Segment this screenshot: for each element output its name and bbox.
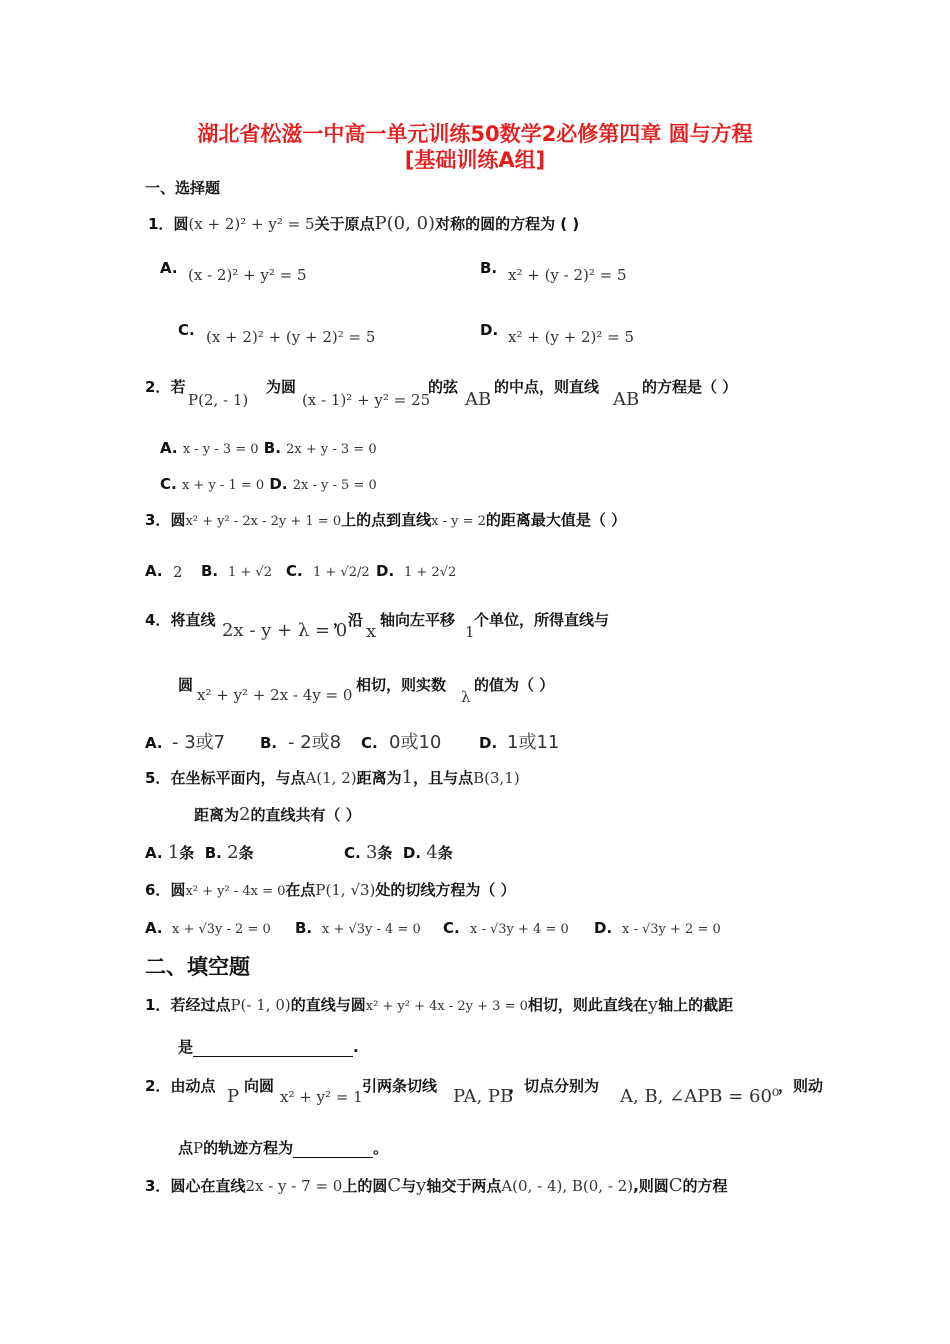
q3-option-b-label: B. (201, 562, 219, 580)
q1-option-a-label: A. (160, 259, 178, 277)
q6-option-c: x - √3y + 4 = 0 (470, 922, 569, 937)
q2-options-cd: C. x + y - 1 = 0 D. 2x - y - 5 = 0 (160, 475, 377, 493)
q5-options: A. 1条 B. 2条 (145, 842, 254, 863)
q1-option-b: x² + (y - 2)² = 5 (508, 266, 627, 284)
q1-option-a: (x - 2)² + y² = 5 (188, 266, 307, 284)
q4-option-a-label: A. (145, 734, 163, 752)
q4-text-3: 个单位，所得直线与 (474, 611, 610, 629)
section-choice: 一、选择题 (145, 179, 221, 197)
q1-option-c: (x + 2)² + (y + 2)² = 5 (206, 328, 376, 346)
f1-line-1: 1．若经过点P(- 1, 0)的直线与圆x² + y² + 4x - 2y + 3 = 0相切，则此直线在y轴上的截距 (145, 994, 734, 1015)
q4-num: 4．将直线 (145, 611, 216, 629)
q6-option-a-label: A. (145, 919, 163, 937)
q3-option-c: 1 + √2/2 (313, 565, 370, 580)
q4-option-d: 1或11 (507, 732, 560, 753)
q1-option-d-label: D. (480, 321, 499, 339)
q1-option-c-label: C. (178, 321, 195, 339)
q4-text-6: 的值为（ ） (474, 676, 555, 694)
q4-text-4: 圆 (178, 676, 194, 694)
q4-circle: x² + y² + 2x - 4y = 0 (197, 686, 353, 704)
f2-text-3: ，切点分别为 (509, 1077, 600, 1095)
q2-num: 2．若 (145, 378, 186, 396)
q5-line-1: 5．在坐标平面内，与点A(1, 2)距离为1，且与点B(3,1) (145, 767, 520, 788)
q2-text-3: 的中点，则直线 (494, 378, 600, 396)
q2-ab-1: AB (465, 389, 492, 410)
q3-option-a-label: A. (145, 562, 163, 580)
q6-stem: 6．圆x² + y² - 4x = 0在点P(1, √3)处的切线方程为（ ） (145, 881, 516, 899)
q2-point: P(2, - 1) (188, 391, 249, 409)
q2-text-4: 的方程是（ ） (642, 378, 738, 396)
f2-text-2: 引两条切线 (362, 1077, 438, 1095)
q4-option-b-label: B. (260, 734, 278, 752)
q2-text-1: 为圆 (266, 378, 297, 396)
q4-option-c-label: C. (361, 734, 378, 752)
f2-text-1: 向圆 (244, 1077, 275, 1095)
q3-stem: 3．圆x² + y² - 2x - 2y + 1 = 0上的点到直线x - y = 2的距离最大值是（ ） (145, 511, 627, 529)
f1-answer-blank[interactable] (193, 1038, 353, 1057)
q4-option-a: - 3或7 (172, 732, 226, 753)
q4-text-5: 相切，则实数 (356, 676, 447, 694)
f2-tangents: PA, PB (453, 1086, 514, 1107)
q2-circle: (x - 1)² + y² = 25 (302, 391, 431, 409)
f2-line-2: 点P的轨迹方程为 。 (178, 1139, 389, 1157)
q4-one: 1 (465, 623, 475, 641)
q4-text-1: ，沿 (333, 611, 364, 629)
q6-option-c-label: C. (443, 919, 460, 937)
f2-answer-blank[interactable] (293, 1139, 373, 1158)
q1-option-b-label: B. (480, 259, 498, 277)
q3-option-d-label: D. (376, 562, 395, 580)
q3-option-c-label: C. (286, 562, 303, 580)
q5-line-2: 距离为2的直线共有（ ） (194, 804, 361, 825)
q3-option-a: 2 (173, 563, 183, 581)
f2-text-4: ，则动 (778, 1077, 824, 1095)
q1-option-d: x² + (y + 2)² = 5 (508, 328, 635, 346)
title-line-1: 湖北省松滋一中高一单元训练50数学2必修第四章 圆与方程 (197, 122, 753, 146)
title-line-2: [基础训练A组] (404, 148, 546, 172)
q4-x: x (366, 621, 377, 642)
q4-option-d-label: D. (479, 734, 498, 752)
q6-option-d-label: D. (594, 919, 613, 937)
q4-text-2: 轴向左平移 (380, 611, 456, 629)
f2-p: P (227, 1086, 240, 1107)
q4-lambda: λ (461, 688, 471, 706)
q4-option-b: - 2或8 (288, 732, 342, 753)
q6-option-a: x + √3y - 2 = 0 (172, 922, 271, 937)
q3-option-b: 1 + √2 (228, 565, 272, 580)
q6-option-d: x - √3y + 2 = 0 (622, 922, 721, 937)
f2-angle: A, B, ∠APB = 60⁰ (620, 1086, 780, 1107)
f1-line-2: 是 . (178, 1038, 359, 1056)
q2-text-2: 的弦 (428, 378, 459, 396)
f3-stem: 3．圆心在直线2x - y - 7 = 0上的圆C与y轴交于两点A(0, - 4), B(0, - 2),则圆C的方程 (145, 1175, 728, 1196)
q5-options-cd: C. 3条 D. 4条 (344, 842, 453, 863)
f2-num: 2．由动点 (145, 1077, 216, 1095)
q1-stem: 1．圆(x + 2)² + y² = 5关于原点P(0, 0)对称的圆的方程为 ( ) (148, 213, 580, 234)
q4-option-c: 0或10 (389, 732, 442, 753)
q3-option-d: 1 + 2√2 (404, 565, 457, 580)
q2-options-ab: A. x - y - 3 = 0 B. 2x + y - 3 = 0 (160, 439, 377, 457)
q6-option-b: x + √3y - 4 = 0 (322, 922, 421, 937)
q4-line: 2x - y + λ = 0 (222, 620, 348, 641)
section-fill: 二、填空题 (145, 955, 250, 979)
q6-option-b-label: B. (295, 919, 313, 937)
f2-circle: x² + y² = 1 (280, 1088, 363, 1106)
q2-ab-2: AB (613, 389, 640, 410)
